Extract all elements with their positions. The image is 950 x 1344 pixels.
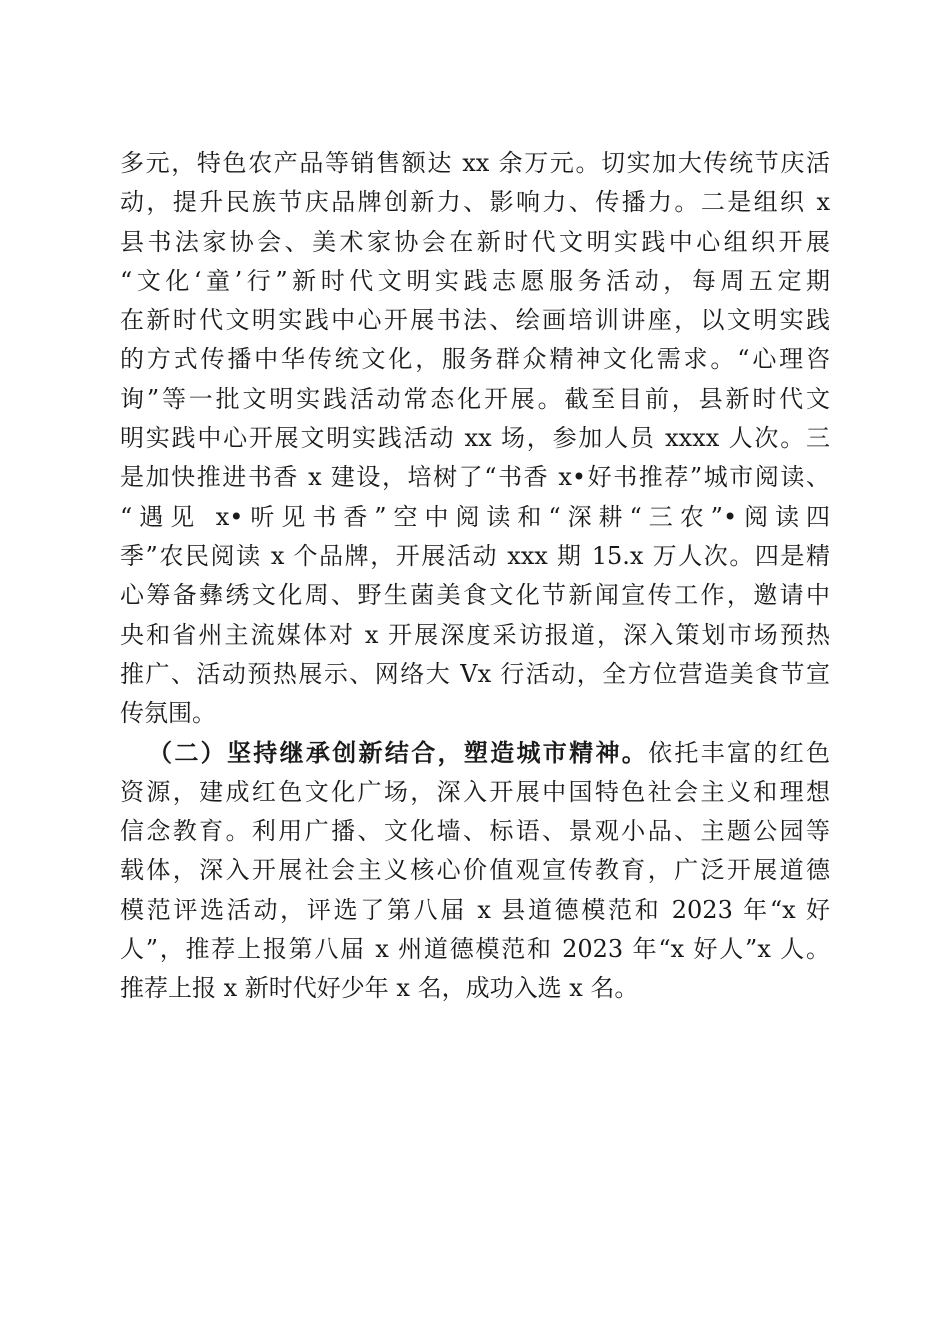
text-line: 多元，特色农产品等销售额达 xx 余万元。切实加大传统节庆活 [120, 149, 830, 177]
text-line: 推广、活动预热展示、网络大 Vx 行活动，全方位营造美食节宣 [120, 659, 830, 688]
text-line: 模范评选活动，评选了第八届 x 县道德模范和 2023 年“x 好 [120, 895, 830, 924]
text-line: 央和省州主流媒体对 x 开展深度采访报道，深入策划市场预热 [120, 620, 830, 649]
text-line: 载体，深入开展社会主义核心价值观宣传教育，广泛开展道德 [120, 856, 830, 885]
text-line: 心筹备彝绣文化周、野生菌美食文化节新闻宣传工作，邀请中 [120, 581, 830, 610]
text-line: “文化‘童’行”新时代文明实践志愿服务活动，每周五定期 [120, 266, 830, 295]
text-line: 在新时代文明实践中心开展书法、绘画培训讲座，以文明实践 [120, 306, 830, 335]
section-heading: （二）坚持继承创新结合，塑造城市精神。 [148, 738, 649, 768]
document-body [120, 144, 830, 1009]
text-line: 人”，推荐上报第八届 x 州道德模范和 2023 年“x 好人”x 人。 [120, 934, 830, 963]
text-line: 信念教育。利用广播、文化墙、标语、景观小品、主题公园等 [120, 817, 830, 846]
paragraph-2 [120, 733, 830, 1008]
text-line: “遇见 x•听见书香”空中阅读和“深耕“三农”•阅读四 [120, 502, 830, 531]
text-line: 明实践中心开展文明实践活动 xx 场，参加人员 xxxx 人次。三 [120, 424, 830, 453]
paragraph-2-first-line [120, 733, 830, 772]
text-line: 资源，建成红色文化广场，深入开展中国特色社会主义和理想 [120, 777, 830, 806]
text-line: 动，提升民族节庆品牌创新力、影响力、传播力。二是组织 x [120, 188, 830, 217]
text-line: 传氛围。 [120, 699, 216, 728]
text-line: 的方式传播中华传统文化，服务群众精神文化需求。“心理咨 [120, 345, 830, 374]
paragraph-1 [120, 144, 830, 733]
text-line: 推荐上报 x 新时代好少年 x 名，成功入选 x 名。 [120, 974, 639, 1003]
text-line: 季”农民阅读 x 个品牌，开展活动 xxx 期 15.x 万人次。四是精 [120, 541, 830, 570]
text-line: 询”等一批文明实践活动常态化开展。截至目前，县新时代文 [120, 384, 830, 413]
text-line: 县书法家协会、美术家协会在新时代文明实践中心组织开展 [120, 227, 830, 256]
heading-continuation: 依托丰富的红色 [648, 739, 831, 768]
text-line: 是加快推进书香 x 建设，培树了“书香 x•好书推荐”城市阅读、 [120, 463, 830, 492]
